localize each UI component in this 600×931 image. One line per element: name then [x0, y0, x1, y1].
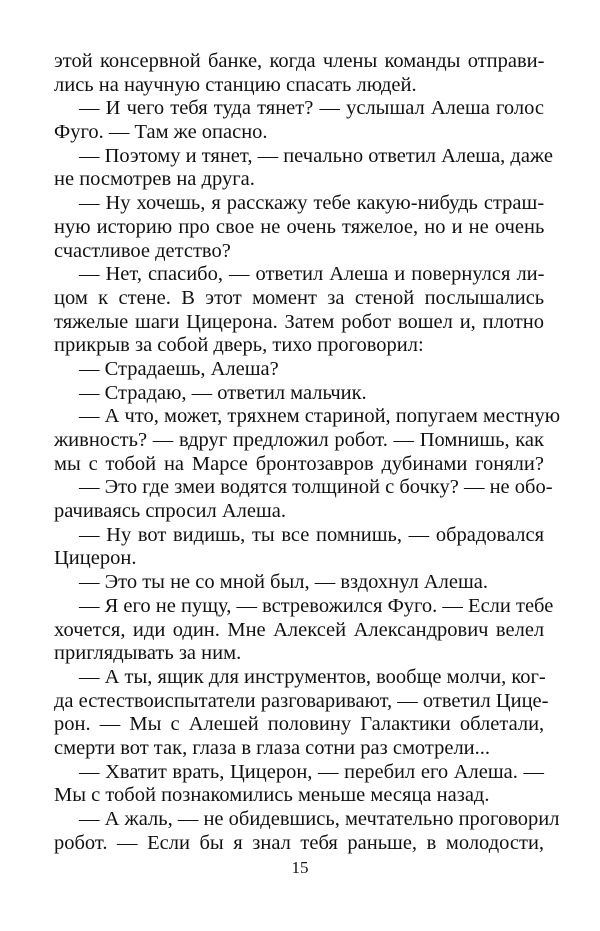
- text-line: — Это где змеи водятся толщиной с бочку? — не обо-: [79, 476, 553, 499]
- text-line: — А жаль, — не обидевшись, мечтательно проговорил: [79, 808, 560, 830]
- text-line: да естествоиспытатели разговаривают, — ответил Цице-: [54, 689, 549, 712]
- text-line: робот. — Если бы я знал тебя раньше, в молодости,: [54, 831, 545, 854]
- text-line: — Ну вот видишь, ты все помнишь, — обрадовался: [79, 523, 544, 546]
- text-line: приглядывать за ним.: [54, 642, 242, 665]
- text-line: тяжелые шаги Цицерона. Затем робот вошел и, плотно: [54, 310, 544, 333]
- text-line: Фуго. — Там же опасно.: [54, 121, 268, 144]
- text-line: мы с тобой на Марсе бронтозавров дубинами гоняли?: [54, 452, 544, 475]
- text-line: — А ты, ящик для инструментов, вообще молчи, ког-: [79, 665, 546, 688]
- text-line: — Ну хочешь, я расскажу тебе какую-нибудь страш-: [79, 192, 545, 215]
- text-line: — Хватит врать, Цицерон, — перебил его Алеша. —: [79, 760, 544, 783]
- body-text: [54, 50, 561, 855]
- text-line: Цицерон.: [54, 547, 137, 570]
- text-line: — Страдаю, — ответил мальчик.: [79, 381, 367, 404]
- text-line: — Нет, спасибо, — ответил Алеша и повернулся ли-: [79, 263, 545, 286]
- text-line: — Поэтому и тянет, — печально ответил Алеша, даже: [79, 144, 553, 167]
- text-line: — Страдаешь, Алеша?: [79, 357, 279, 380]
- text-line: прикрыв за собой дверь, тихо проговорил:: [54, 334, 424, 357]
- text-line: живность? — вдруг предложил робот. — Помнишь, как: [54, 429, 544, 451]
- text-line: — А что, может, тряхнем стариной, попугаем местную: [79, 405, 561, 428]
- text-line: ную историю про свое не очень тяжелое, но и не очень: [54, 215, 545, 238]
- text-line: счастливое детство?: [54, 239, 231, 262]
- text-line: лись на научную станцию спасать людей.: [54, 73, 417, 96]
- text-line: хочется, иди один. Мне Алексей Александрович велел: [54, 618, 545, 641]
- text-line: — И чего тебя туда тянет? — услышал Алеша голос: [79, 97, 544, 120]
- text-line: — Я его не пущу, — встревожился Фуго. — Если тебе: [79, 594, 554, 617]
- text-line: рачиваясь спросил Алеша.: [54, 500, 286, 523]
- text-line: цом к стене. В этот момент за стеной послышались: [54, 286, 545, 309]
- text-line: этой консервной банке, когда члены команды отправи-: [54, 50, 545, 72]
- text-line: смерти вот так, глаза в глаза сотни раз смотрели...: [54, 736, 491, 759]
- text-line: не посмотрев на друга.: [54, 168, 255, 191]
- text-line: — Это ты не со мной был, — вздохнул Алеша.: [79, 571, 488, 594]
- text-line: Мы с тобой познакомились меньше месяца назад.: [54, 784, 490, 807]
- page-number: 15: [291, 858, 309, 877]
- text-line: рон. — Мы с Алешей половину Галактики облетали,: [54, 713, 545, 736]
